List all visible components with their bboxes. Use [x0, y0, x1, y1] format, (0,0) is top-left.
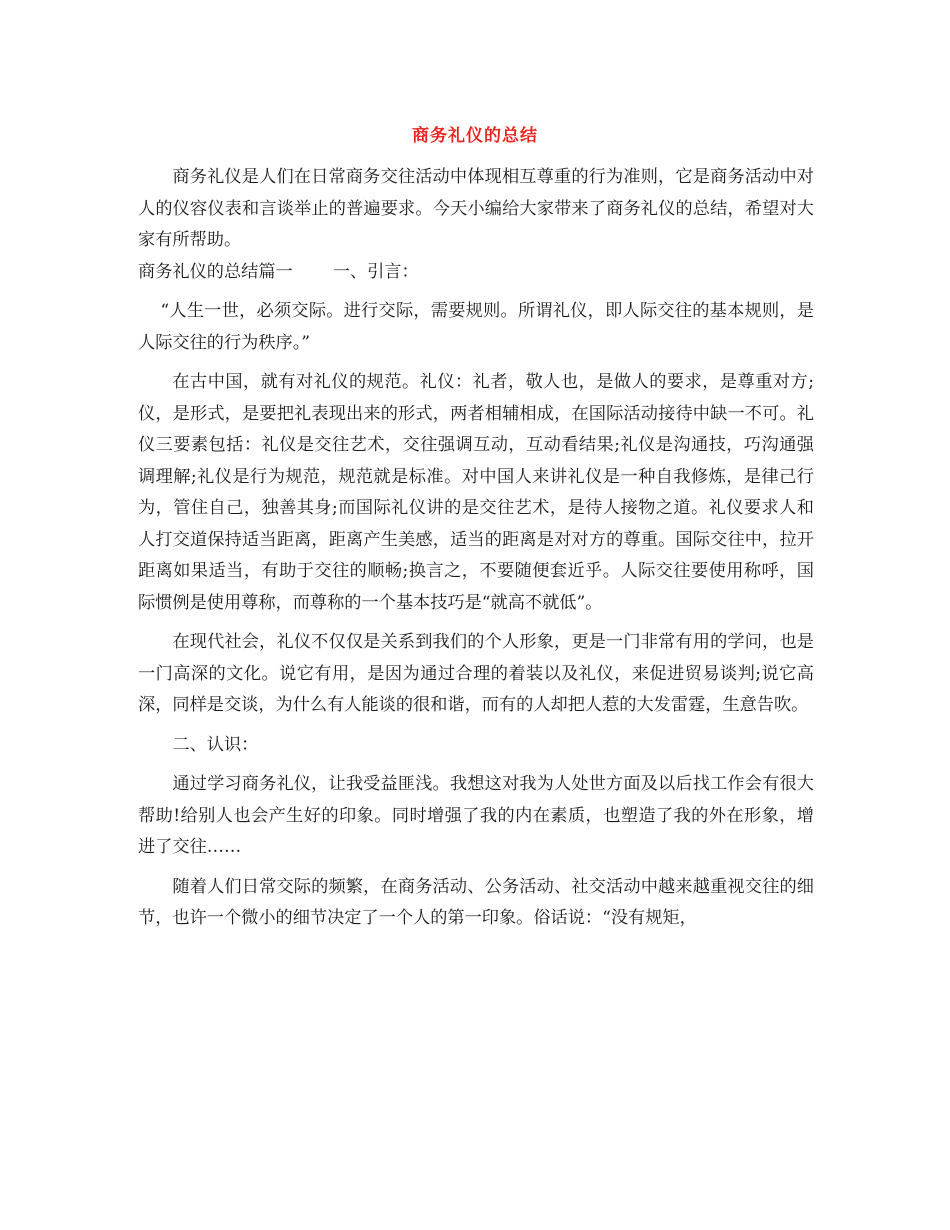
modern-etiquette-paragraph: 在现代社会，礼仪不仅仅是关系到我们的个人形象，更是一门非常有用的学问，也是一门高深的文化。说它有用，是因为通过合理的着装以及礼仪，来促进贸易谈判;说它高深，同样是交谈，为什么有人能谈的很和谐，而有的人却把人惹的大发雷霆，生意告吹。 — [138, 632, 814, 715]
learning-paragraph: 通过学习商务礼仪，让我受益匪浅。我想这对我为人处世方面及以后找工作会有很大帮助!给别人也会产生好的印象。同时增强了我的内在素质，也塑造了我的外在形象，增进了交往…… — [138, 774, 814, 857]
section-heading-intro: 一、引言： — [332, 261, 419, 282]
intro-paragraph: 商务礼仪是人们在日常商务交往活动中体现相互尊重的行为准则，它是商务活动中对人的仪容仪表和言谈举止的普遍要求。今天小编给大家带来了商务礼仪的总结，希望对大家有所帮助。 — [138, 167, 814, 250]
quote-paragraph: “人生一世，必须交际。进行交际，需要规则。所谓礼仪，即人际交往的基本规则，是人际交往的行为秩序。” — [138, 301, 814, 353]
part-heading: 商务礼仪的总结篇一 — [138, 261, 293, 282]
ancient-etiquette-paragraph: 在古中国，就有对礼仪的规范。礼仪：礼者，敬人也，是做人的要求，是尊重对方;仪，是形式，是要把礼表现出来的形式，两者相辅相成，在国际活动接待中缺一不可。礼仪三要素包括：礼仪是交往艺术，交往强调互动，互动看结果;礼仪是沟通技，巧沟通强调理解;礼仪是行为规范，规范就是标准。对中国人来讲礼仪是一种自我修炼，是律己行为，管住自己，独善其身;而国际礼仪讲的是交往艺术，是待人接物之道。礼仪要求人和人打交道保持适当距离，距离产生美感，适当的距离是对对方的尊重。国际交往中，拉开距离如果适当，有助于交往的顺畅;换言之，不要随便套近乎。人际交往要使用称呼，国际惯例是使用尊称，而尊称的一个基本技巧是“就高不就低”。 — [138, 372, 814, 613]
document-body — [138, 162, 814, 935]
details-paragraph: 随着人们日常交际的频繁，在商务活动、公务活动、社交活动中越来越重视交往的细节，也许一个微小的细节决定了一个人的第一印象。俗话说：“没有规矩， — [138, 876, 814, 928]
part-heading-line — [138, 257, 814, 289]
document-title: 商务礼仪的总结 — [412, 126, 538, 146]
section-heading-understanding: 二、认识： — [172, 734, 259, 755]
